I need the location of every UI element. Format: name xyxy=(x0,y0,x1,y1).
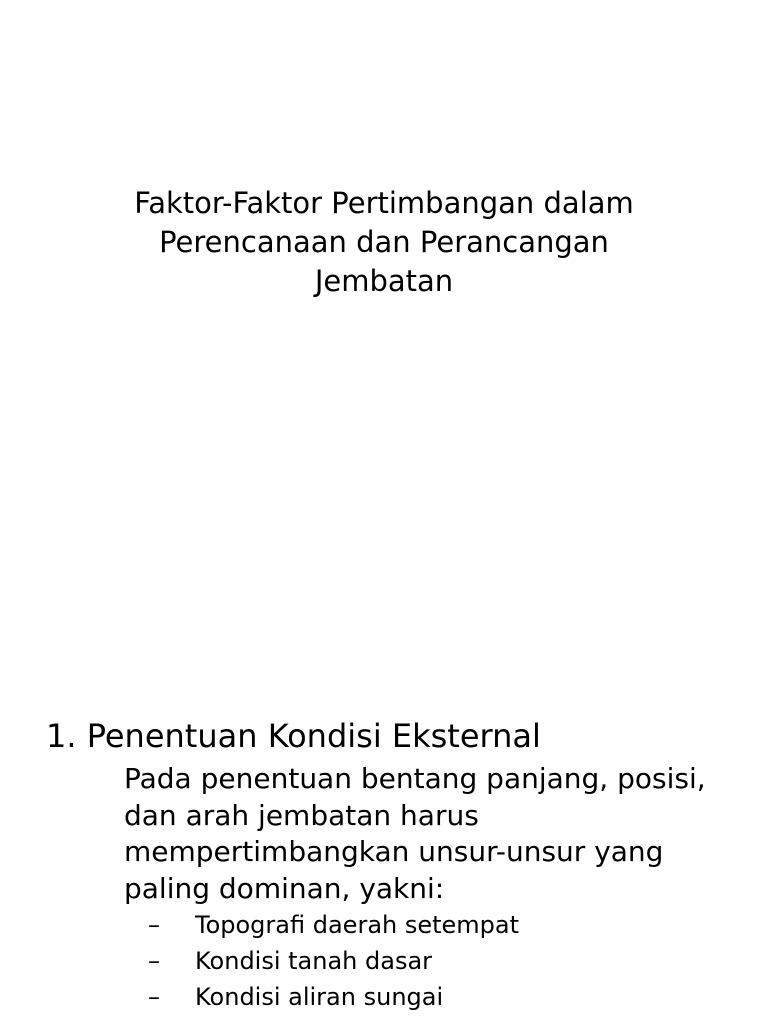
list-item-text: Kondisi tanah dasar xyxy=(195,947,433,975)
list-item-text: Kondisi aliran sungai xyxy=(195,983,444,1011)
section-heading: 1. Penentuan Kondisi Eksternal xyxy=(46,717,541,755)
bullet-list xyxy=(148,907,519,1015)
dash-bullet-icon: – xyxy=(148,947,160,975)
list-item xyxy=(148,907,519,943)
list-item xyxy=(148,943,519,979)
title-line-1: Faktor-Faktor Pertimbangan dalam xyxy=(134,186,634,220)
list-item xyxy=(148,979,519,1015)
dash-bullet-icon: – xyxy=(148,983,160,1011)
title-line-3: Jembatan xyxy=(314,264,454,298)
dash-bullet-icon: – xyxy=(148,911,160,939)
title-line-2: Perencanaan dan Perancangan xyxy=(159,225,609,259)
slide-title xyxy=(60,184,708,301)
section-paragraph: Pada penentuan bentang panjang, posisi, dan arah jembatan harus mempertimbangkan unsur-unsur yang paling dominan, yakni: xyxy=(124,762,706,905)
list-item-text: Topografi daerah setempat xyxy=(195,911,520,939)
